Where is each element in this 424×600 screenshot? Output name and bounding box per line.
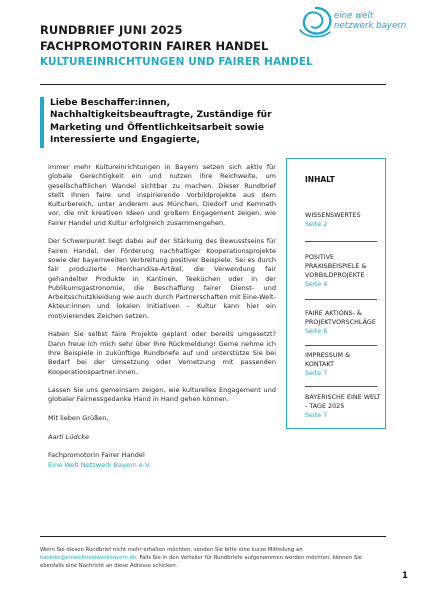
toc-item-page[interactable]: Seite 4: [305, 280, 328, 288]
eine-welt-netzwerk-logo: [296, 4, 407, 40]
greeting-heading: Liebe Beschaffer:innen, Nachhaltigkeitsbeauftragte, Zuständige für Marketing und Öffentlichkeitsarbeit sowie Interessierte und Engagierte,: [50, 98, 272, 145]
toc-item-title: IMPRESSUM & KONTAKT: [305, 351, 351, 368]
logo-line-2: netzwerk bayern: [334, 20, 407, 31]
toc-item-aktionsvorschlaege[interactable]: [305, 309, 381, 336]
letter-organisation[interactable]: Eine Welt Netzwerk Bayern e.V.: [48, 460, 151, 469]
letter-signature: Aarti Lüdcke: [48, 432, 90, 441]
toc-divider: [305, 241, 377, 242]
toc-item-impressum[interactable]: [305, 351, 381, 378]
letter-paragraph-1: immer mehr Kultureinrichtungen in Bayern setzen sich aktiv für globale Gerechtigkeit ein und nutzen ihre Reichweite, um gesellschaftlichen Wandel sichtbar zu machen. Dieser Rundbrief stellt Ihnen faire und inspirierende Vorbildprojekte aus dem Kulturbereich, unter anderem aus München, Diedorf und Kemnath vor, die mit kreativen Ideen und großem Engagement zeigen, wie Fairer Handel und Kultur erfolgreich zusammengehen.: [48, 163, 276, 227]
letter-body: [48, 163, 276, 470]
newsletter-header: [40, 22, 313, 70]
swirl-globe-logo-icon: [296, 4, 336, 40]
newsletter-title: RUNDBRIEF JUNI 2025: [40, 23, 183, 37]
greeting-accent-bar: [40, 97, 44, 148]
toc-item-page[interactable]: Seite 7: [305, 411, 328, 419]
footer-divider: [40, 536, 386, 537]
letter-paragraph-2: Der Schwerpunkt liegt dabei auf der Stärkung des Bewusstseins für Fairen Handel, der Förderung nachhaltiger Kooperationsprojekte sowie der bayernweiten Verbreitung positiver Beispiele. Sei es durch fair produzierte Merchandise-Artikel, die Verwendung fair gehandelter Produkte in Kantinen, Teeküchen oder in der Publikumsgastronomie, die Beschaffung fairer Dienst- und Arbeitsschutzkleidung wie auch durch Partnerschaften mit Eine-Welt-Akteur:innen und lokalen Initiativen – Kultur kann hier ein motivierendes Zeichen setzen.: [48, 237, 276, 320]
toc-item-page[interactable]: Seite 6: [305, 327, 328, 335]
footer-email-link[interactable]: luedcke@einweltnetzwerkbayern.de: [40, 555, 137, 561]
letter-paragraph-3: Haben Sie selbst faire Projekte geplant oder bereits umgesetzt? Dann freue ich mich sehr über Ihre Rückmeldung! Gerne nehme ich Ihre Beispiele in zukünftige Rundbriefe auf und unterstütze Sie bei Bedarf bei der Umsetzung oder Vernetzung mit passenden Kooperationspartner:innen.: [48, 330, 276, 376]
toc-item-page[interactable]: Seite 2: [305, 220, 328, 228]
toc-item-title: BAYERISCHE EINE WELT - TAGE 2025: [305, 393, 381, 410]
toc-item-eine-welt-tage[interactable]: [305, 393, 381, 420]
table-of-contents: [286, 158, 386, 429]
footer-text-before: Wenn Sie diesen Rundbrief nicht mehr erhalten möchten, senden Sie bitte eine kurze Mitteilung an: [40, 547, 303, 553]
toc-divider: [305, 299, 377, 300]
unsubscribe-note: [40, 546, 386, 570]
toc-item-page[interactable]: Seite 7: [305, 369, 328, 377]
logo-wordmark: [334, 12, 406, 31]
letter-closing: Mit lieben Grüßen,: [48, 414, 109, 423]
page-number: 1: [402, 571, 408, 581]
toc-item-title: FAIRE AKTIONS- & PROJEKTVORSCHLÄGE: [305, 309, 376, 326]
newsletter-subtitle: FACHPROMOTORIN FAIRER HANDEL: [40, 39, 269, 53]
footer-text-after: . Falls Sie in den Verteiler für Rundbriefe aufgenommen werden möchten, können Sie ebenfalls eine Nachricht an diese Adresse schicken.: [40, 555, 362, 569]
newsletter-topic: KULTUREINRICHTUNGEN UND FAIRER HANDEL: [40, 56, 313, 68]
toc-item-title: POSITIVE PRAXISBEISPIELE & VORBILDPROJEKTE: [305, 253, 367, 279]
toc-item-wissenswertes[interactable]: [305, 211, 381, 229]
letter-role: Fachpromotorin Fairer Handel: [48, 451, 145, 460]
toc-item-praxisbeispiele[interactable]: [305, 253, 381, 289]
header-divider: [40, 84, 386, 85]
toc-divider: [305, 386, 377, 387]
toc-divider: [305, 345, 377, 346]
toc-title: INHALT: [305, 175, 335, 184]
logo-line-1: eine welt: [334, 11, 374, 21]
letter-paragraph-4: Lassen Sie uns gemeinsam zeigen, wie kulturelles Engagement und globaler Fairnessgedanke Hand in Hand gehen können.: [48, 386, 276, 404]
toc-item-title: WISSENSWERTES: [305, 211, 361, 219]
